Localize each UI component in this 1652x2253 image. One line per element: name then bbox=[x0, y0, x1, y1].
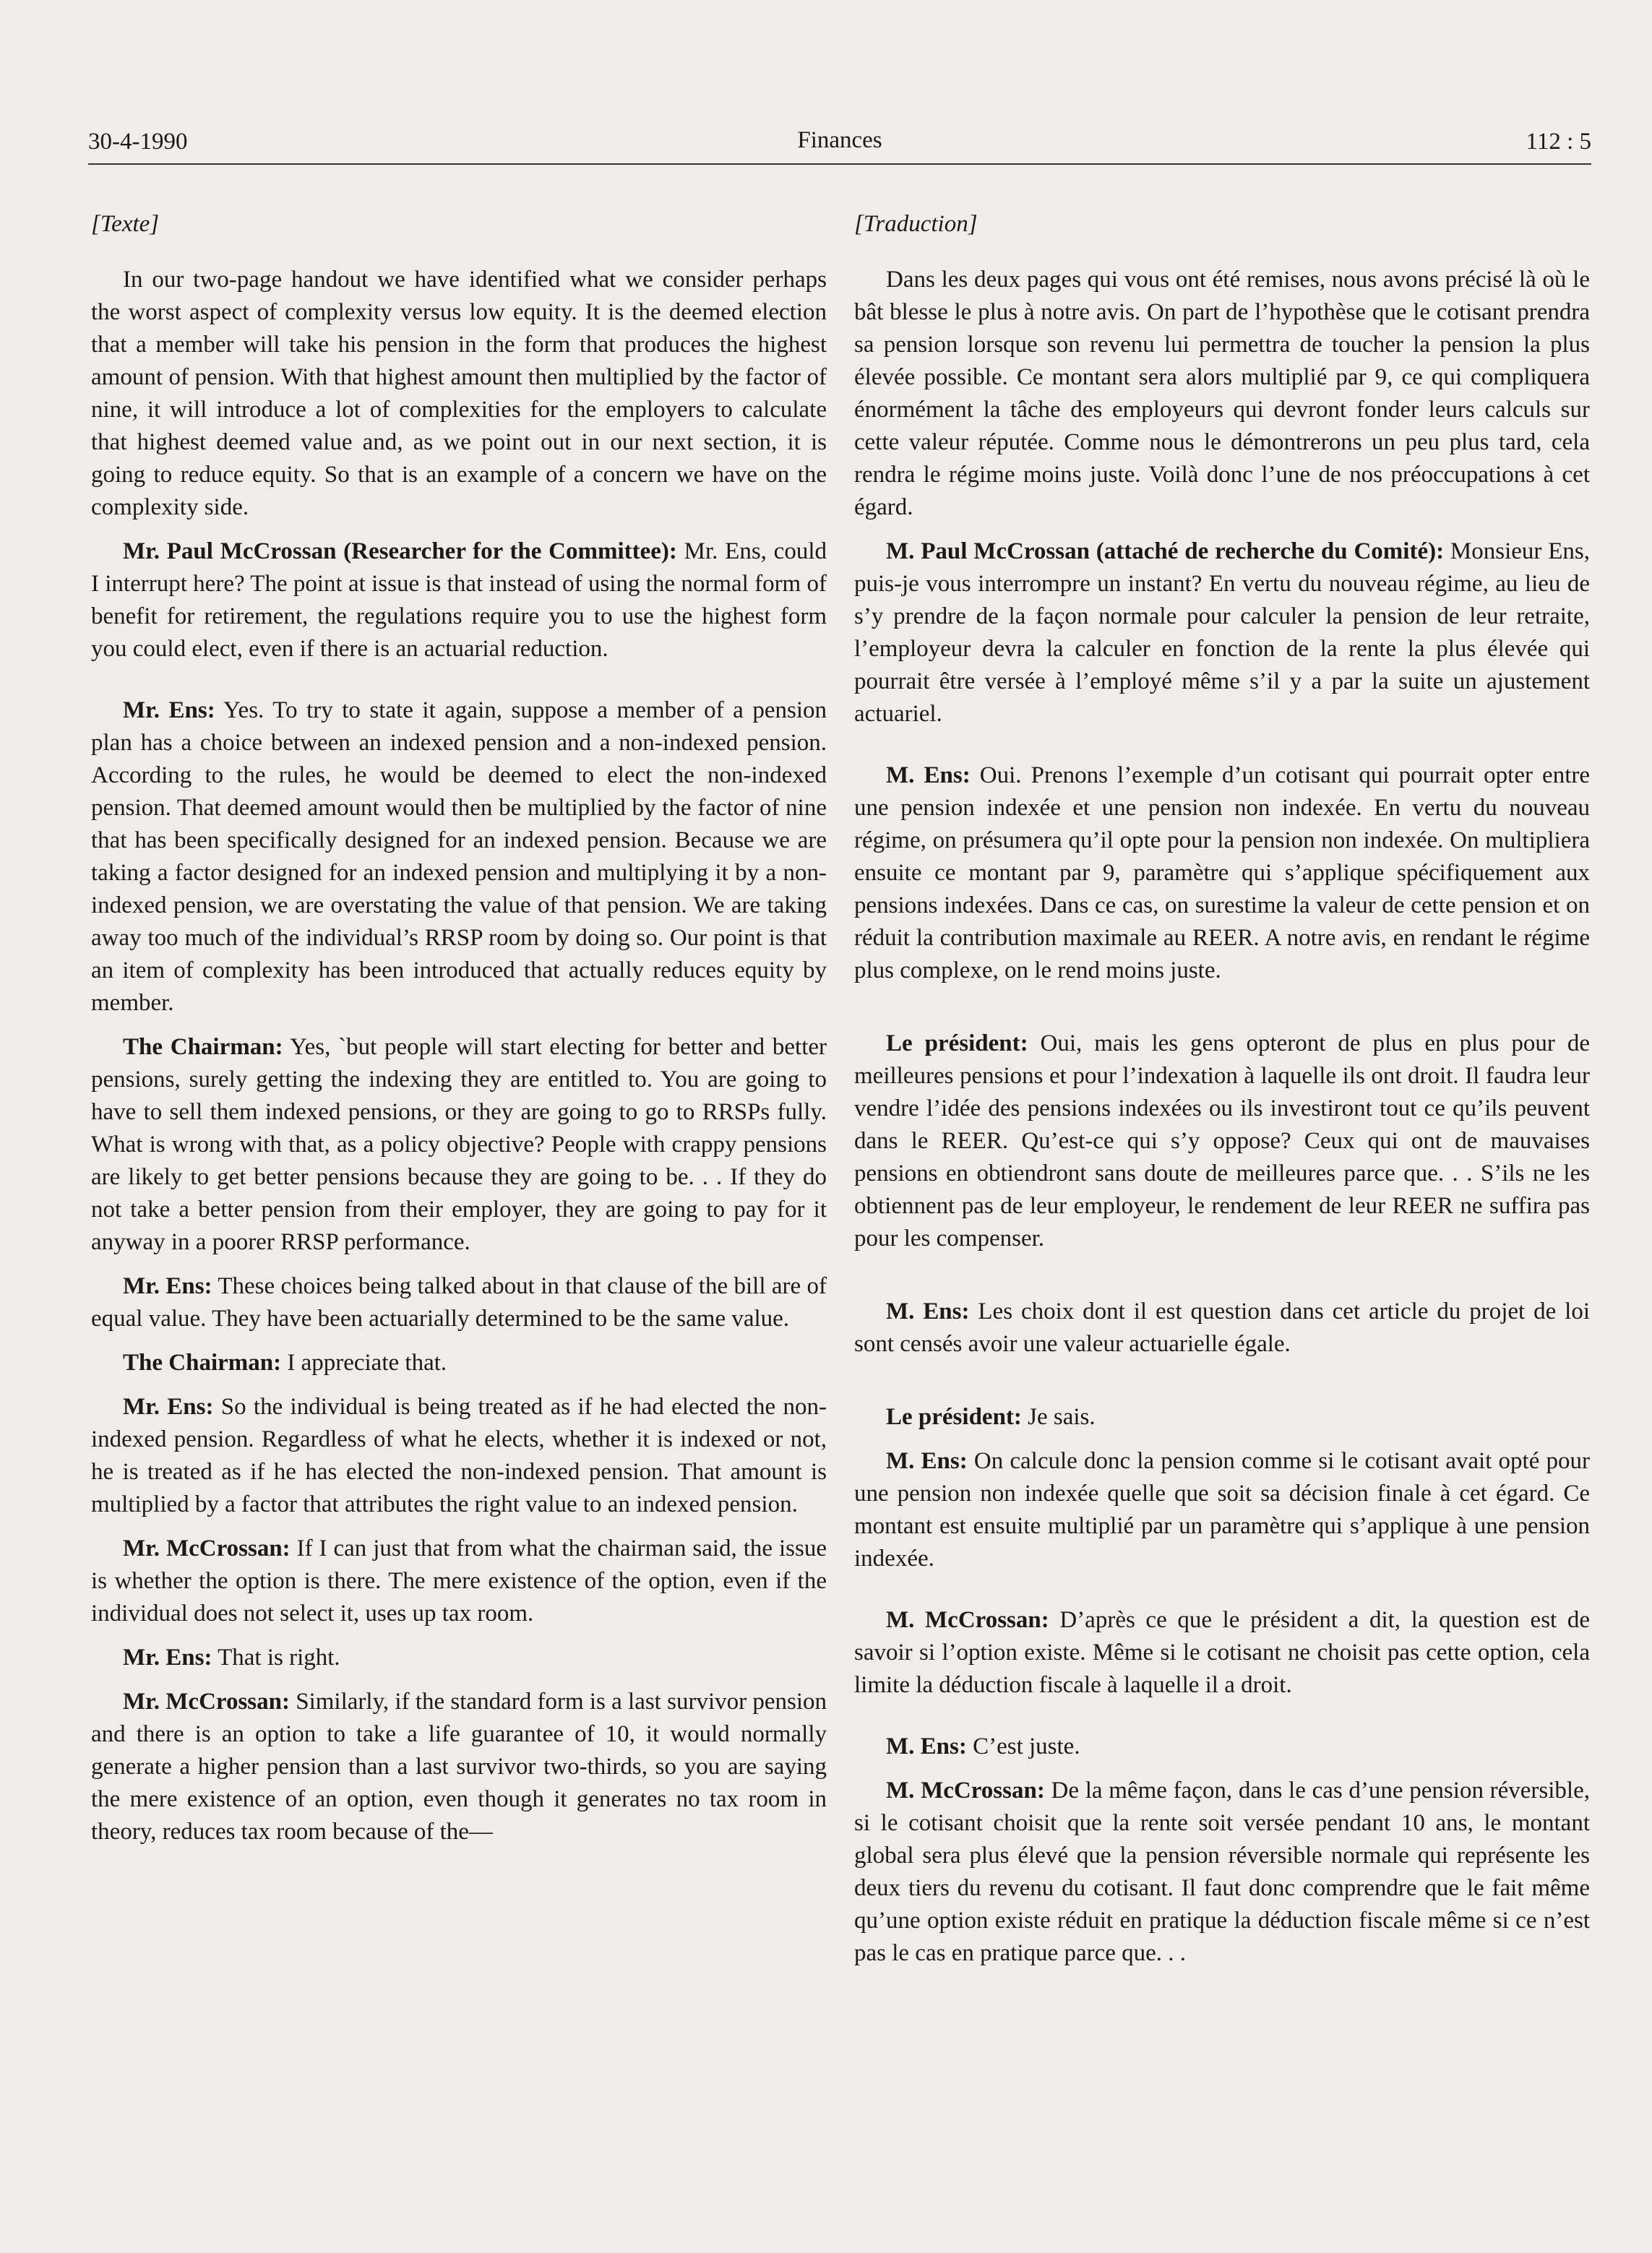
column-tag-texte: [Texte] bbox=[91, 211, 160, 237]
column-tag-traduction: [Traduction] bbox=[854, 211, 978, 237]
speaker-name: Mr. McCrossan: bbox=[123, 1689, 290, 1715]
paragraph: M. Ens: C’est juste. bbox=[886, 1733, 1080, 1759]
speaker-name: The Chairman: bbox=[123, 1350, 282, 1376]
paragraph: M. Paul McCrossan (attaché de recherche du Comité): Monsieur Ens, puis-je vous interrompre un instant? En vertu du nouveau régime, au lieu de s’y prendre de la façon normale pour calculer la pension de leur retraite, l’employeur devra la calculer en fonction de la rente la plus élevée qui pourrait être versée à l’employé même s’il y a par la suite un ajustement actuariel. bbox=[854, 538, 1590, 727]
paragraph: The Chairman: Yes, `but people will start electing for better and better pensions, surely getting the indexing they are entitled to. You are going to have to sell them indexed pensions, or they are going to go to RRSPs fully. What is wrong with that, as a policy objective? People with crappy pensions are likely to get better pensions because they are going to be. . . If they do not take a better pension from their employer, they are going to pay for it anyway in a poorer RRSP performance. bbox=[91, 1034, 827, 1255]
paragraph: Le président: Je sais. bbox=[886, 1404, 1096, 1430]
speaker-name: Mr. Paul McCrossan (Researcher for the Committee): bbox=[123, 538, 677, 564]
paragraph: Mr. McCrossan: If I can just that from what the chairman said, the issue is whether the option is there. The mere existence of the option, even if the individual does not select it, uses up tax room. bbox=[91, 1535, 827, 1627]
speaker-name: M. Ens: bbox=[886, 762, 971, 788]
speaker-name: Mr. McCrossan: bbox=[123, 1535, 291, 1561]
speaker-name: Mr. Ens: bbox=[123, 697, 215, 723]
speaker-name: M. McCrossan: bbox=[886, 1778, 1045, 1804]
speaker-name: Le président: bbox=[886, 1030, 1028, 1056]
speaker-name: Mr. Ens: bbox=[123, 1394, 214, 1420]
speaker-name: Le président: bbox=[886, 1404, 1022, 1430]
speaker-name: M. Ens: bbox=[886, 1733, 967, 1759]
paragraph: Mr. Ens: These choices being talked about in that clause of the bill are of equal value. They have been actuarially determined to be the same value. bbox=[91, 1273, 827, 1332]
speaker-name: Mr. Ens: bbox=[123, 1645, 212, 1671]
header-title: Finances bbox=[797, 127, 882, 153]
paragraph: Dans les deux pages qui vous ont été remises, nous avons précisé là où le bât blesse le plus à notre avis. On part de l’hypothèse que le cotisant prendra sa pension lorsque son revenu lui permettra de toucher la pension la plus élevée possible. Ce montant sera alors multiplié par 9, ce qui compliquera énormément la tâche des employeurs qui devront fonder leurs calculs sur cette valeur réputée. Comme nous le démontrerons un peu plus tard, cela rendra le régime moins juste. Voilà donc l’une de nos préoccupations à cet égard. bbox=[854, 267, 1590, 520]
paragraph: M. Ens: Les choix dont il est question dans cet article du projet de loi sont censés avoir une valeur actuarielle égale. bbox=[854, 1298, 1591, 1357]
speaker-name: M. Ens: bbox=[886, 1448, 968, 1474]
paragraph: M. Ens: Oui. Prenons l’exemple d’un cotisant qui pourrait opter entre une pension indexée et une pension non indexée. En vertu du nouveau régime, on présumera qu’il opte pour la pension non indexée. On multipliera ensuite ce montant par 9, paramètre qui s’applique spécifiquement aux pensions indexées. Dans ce cas, on surestime la valeur de cette pension et on réduit la contribution maximale au REER. A notre avis, en rendant le régime plus complexe, on le rend moins juste. bbox=[854, 762, 1590, 983]
header-page-number: 112 : 5 bbox=[1526, 129, 1591, 155]
paragraph: Le président: Oui, mais les gens opteront de plus en plus pour de meilleures pensions et pour l’indexation à laquelle ils ont droit. Il faudra leur vendre l’idée des pensions indexées ou ils investiront tout ce qu’ils peuvent dans le REER. Qu’est-ce qui s’y oppose? Ceux qui ont de mauvaises pensions en obtiendront sans doute de meilleures parce que. . . S’ils ne les obtiennent pas de leur employeur, le rendement de leur REER ne suffira pas pour les compenser. bbox=[854, 1030, 1590, 1252]
paragraph: Mr. Ens: That is right. bbox=[123, 1645, 340, 1671]
paragraph: M. McCrossan: De la même façon, dans le cas d’une pension réversible, si le cotisant choisit que la rente soit versée pendant 10 ans, le montant global sera plus élevé que la pension réversible normale qui représente les deux tiers du revenu du cotisant. Il faut donc comprendre que le fait même qu’une option existe réduit en pratique la déduction fiscale même si ce n’est pas le cas en pratique parce que. . . bbox=[854, 1778, 1591, 1966]
paragraph: In our two-page handout we have identified what we consider perhaps the worst aspect of complexity versus low equity. It is the deemed election that a member will take his pension in the form that produces the highest amount of pension. With that highest amount then multiplied by the factor of nine, it will introduce a lot of complexities for the employers to calculate that highest deemed value and, as we point out in our next section, it is going to reduce equity. So that is an example of a concern we have on the complexity side. bbox=[91, 267, 827, 520]
paragraph: M. Ens: On calcule donc la pension comme si le cotisant avait opté pour une pension non indexée quelle que soit sa décision finale à cet égard. Ce montant est ensuite multiplié par un paramètre qui s’applique à une pension indexée. bbox=[854, 1448, 1590, 1572]
paragraph: Mr. McCrossan: Similarly, if the standard form is a last survivor pension and there is an option to take a life guarantee of 10, it would normally generate a higher pension than a last survivor two-thirds, so you are saying the mere existence of an option, even though it generates no tax room in theory, reduces tax room because of the— bbox=[91, 1689, 827, 1845]
speaker-name: M. McCrossan: bbox=[886, 1607, 1049, 1633]
speaker-name: The Chairman: bbox=[123, 1034, 283, 1060]
paragraph: Mr. Ens: Yes. To try to state it again, suppose a member of a pension plan has a choice between an indexed pension and a non-indexed pension. According to the rules, he would be deemed to elect the non-indexed pension. That deemed amount would then be multiplied by the factor of nine that has been specifically designed for an indexed pension. Because we are taking a factor designed for an indexed pension and multiplying it by a non-indexed pension, we are overstating the value of that pension. We are taking away too much of the individual’s RRSP room by doing so. Our point is that an item of complexity has been introduced that actually reduces equity by member. bbox=[91, 697, 827, 1016]
page-header bbox=[88, 123, 1591, 165]
paragraph: M. McCrossan: D’après ce que le président a dit, la question est de savoir si l’option existe. Même si le cotisant ne choisit pas cette option, cela limite la déduction fiscale à laquelle il a droit. bbox=[854, 1607, 1590, 1698]
speaker-name: Mr. Ens: bbox=[123, 1273, 212, 1299]
header-rule bbox=[88, 163, 1591, 165]
header-date: 30-4-1990 bbox=[88, 129, 188, 155]
speaker-name: M. Paul McCrossan (attaché de recherche du Comité): bbox=[886, 538, 1445, 564]
paragraph: The Chairman: I appreciate that. bbox=[123, 1350, 447, 1376]
english-column bbox=[91, 208, 827, 1860]
french-column bbox=[854, 208, 1590, 1981]
paragraph: Mr. Ens: So the individual is being treated as if he had elected the non-indexed pension. Regardless of what he elects, whether it is indexed or not, he is treated as if he has elected the non-indexed pension. That amount is multiplied by a factor that attributes the right value to an indexed pension. bbox=[91, 1394, 827, 1517]
speaker-name: M. Ens: bbox=[886, 1298, 970, 1324]
paragraph: Mr. Paul McCrossan (Researcher for the Committee): Mr. Ens, could I interrupt here? The point at issue is that instead of using the normal form of benefit for retirement, the regulations require you to use the highest form you could elect, even if there is an actuarial reduction. bbox=[91, 538, 827, 662]
